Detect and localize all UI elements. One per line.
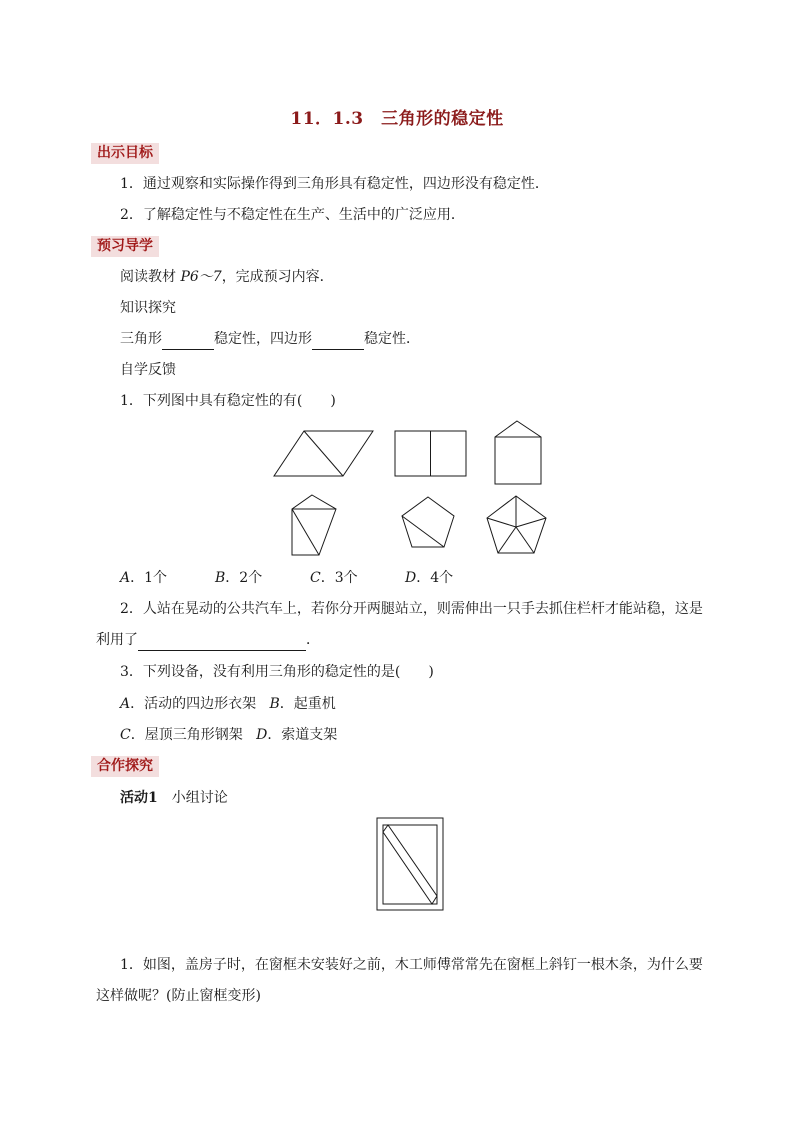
question-1: 1．下列图中具有稳定性的有( ) bbox=[120, 393, 336, 409]
rectangle-split-figure bbox=[395, 431, 466, 476]
activity-1-heading bbox=[120, 788, 228, 808]
pentagon-star-diagonals-figure bbox=[487, 496, 546, 553]
goal-item-2: 2．了解稳定性与不稳定性在生产、生活中的广泛应用． bbox=[120, 207, 465, 223]
pentagon-one-diagonal-figure bbox=[402, 497, 454, 547]
goal-item-1: 1．通过观察和实际操作得到三角形具有稳定性，四边形没有稳定性． bbox=[120, 176, 549, 192]
page-title: 11．1.3 三角形的稳定性 bbox=[290, 109, 504, 129]
house-pentagon-figure bbox=[495, 421, 541, 484]
fill-text-c: 稳定性． bbox=[364, 331, 420, 347]
activity-title: 小组讨论 bbox=[171, 790, 228, 806]
cooperation-q1-line-1: 1．如图，盖房子时，在窗框未安装好之前，木工师傅常常先在窗框上斜钉一根木条，为什么要 bbox=[120, 957, 703, 973]
question-2-blank[interactable] bbox=[138, 630, 306, 651]
fill-text-b: 稳定性，四边形 bbox=[214, 331, 312, 347]
reading-prefix: 阅读教材 bbox=[120, 269, 181, 285]
section-tag-goals: 出示目标 bbox=[91, 143, 159, 164]
question-3-options-ab bbox=[120, 694, 336, 714]
parallelogram-with-diagonal-figure bbox=[274, 431, 373, 476]
section-tag-cooperation: 合作探究 bbox=[91, 756, 159, 777]
question-2-line-1: 2．人站在晃动的公共汽车上，若你分开两腿站立，则需伸出一只手去抓住栏杆才能站稳，这是 bbox=[120, 601, 703, 617]
cooperation-q1-line-2: 这样做呢？(防止窗框变形) bbox=[96, 988, 261, 1004]
activity-label: 活动1 bbox=[120, 790, 158, 806]
question-1-options bbox=[120, 568, 453, 588]
window-frame-figure bbox=[377, 818, 443, 910]
option-a[interactable]: A．1个 bbox=[120, 570, 168, 586]
knowledge-heading: 知识探究 bbox=[120, 300, 176, 316]
question-3: 3．下列设备，没有利用三角形的稳定性的是( ) bbox=[120, 664, 434, 680]
option-d[interactable]: D．4个 bbox=[405, 570, 454, 586]
option-c[interactable]: C．3个 bbox=[310, 570, 358, 586]
question-3-options-cd bbox=[120, 725, 337, 745]
q3-option-c[interactable]: C．屋顶三角形钢架 bbox=[120, 727, 243, 743]
reading-pages: P6～7 bbox=[180, 269, 222, 285]
kite-quadrilateral-figure bbox=[292, 495, 336, 555]
option-b[interactable]: B．2个 bbox=[215, 570, 263, 586]
section-tag-preview: 预习导学 bbox=[91, 236, 159, 257]
self-feedback-heading: 自学反馈 bbox=[120, 362, 176, 378]
q3-option-d[interactable]: D．索道支架 bbox=[256, 727, 338, 743]
fill-text-a: 三角形 bbox=[120, 331, 162, 347]
question-2-line-2: 利用了 ． bbox=[96, 630, 320, 651]
q3-option-b[interactable]: B．起重机 bbox=[269, 696, 336, 712]
q3-option-a[interactable]: A．活动的四边形衣架 bbox=[120, 696, 257, 712]
reading-suffix: ，完成预习内容． bbox=[221, 269, 334, 285]
